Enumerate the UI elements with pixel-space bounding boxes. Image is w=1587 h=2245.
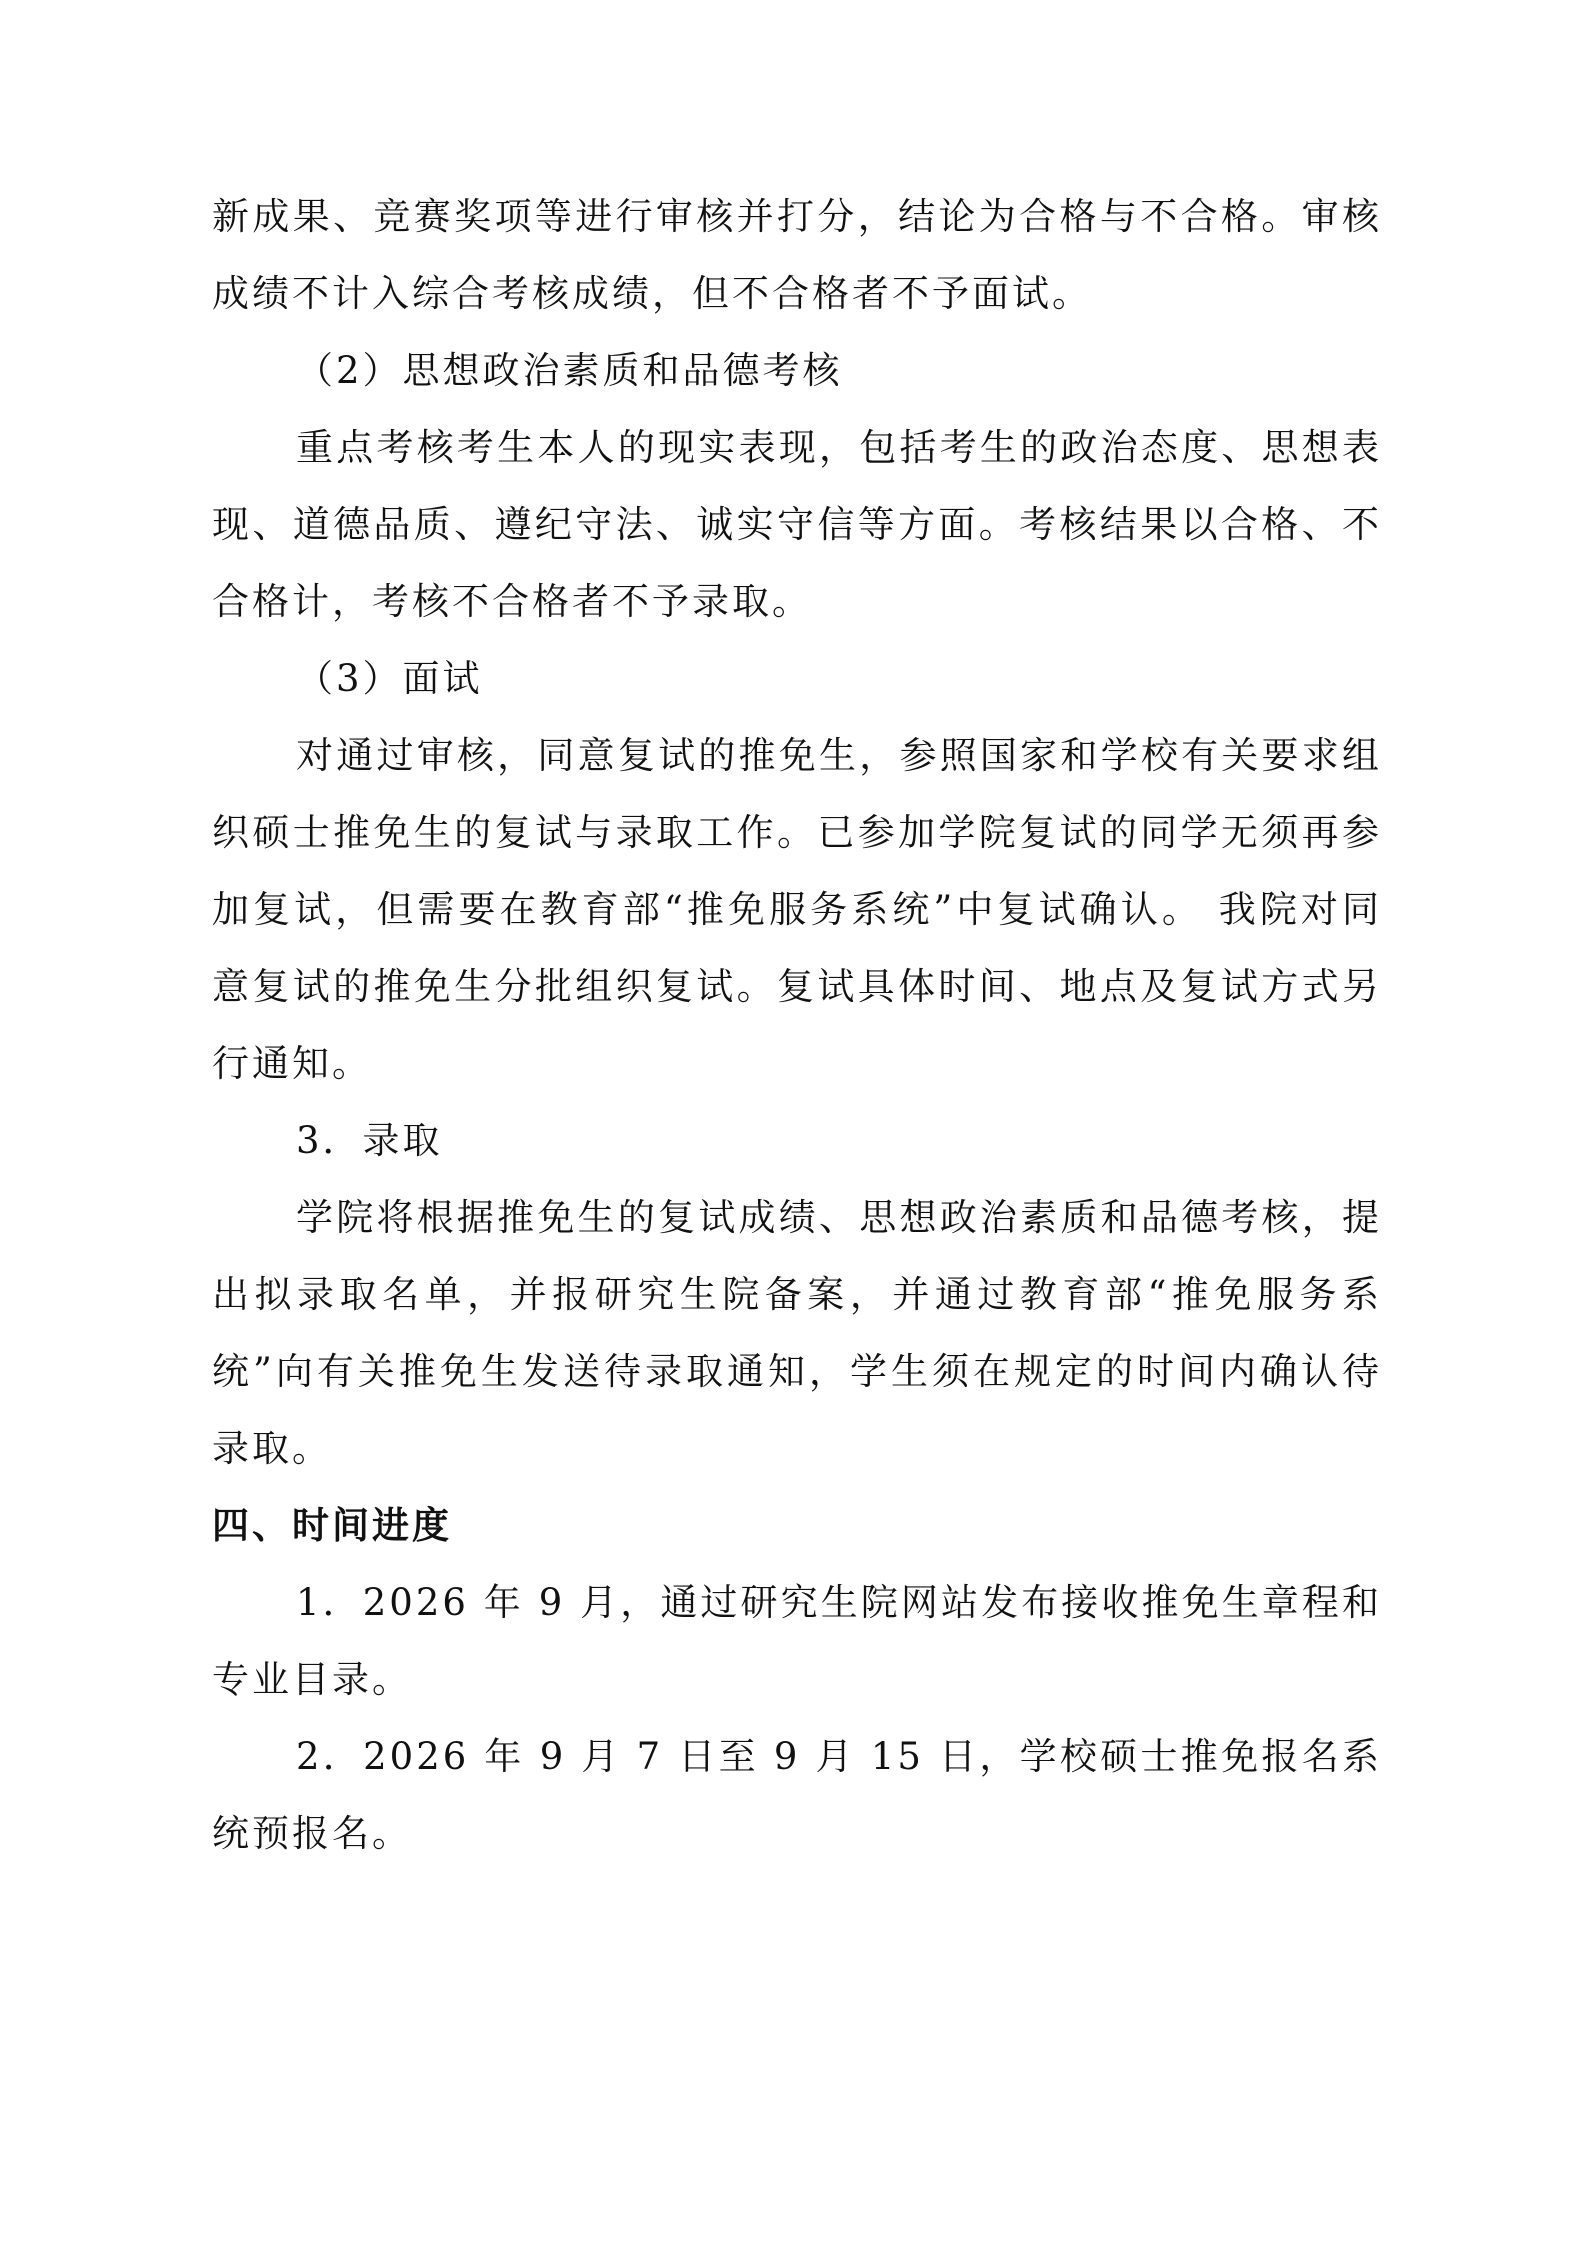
paragraph-interview: 对通过审核，同意复试的推免生，参照国家和学校有关要求组织硕士推免生的复试与录取工作。已参加学院复试的同学无须再参加复试，但需要在教育部“推免服务系统”中复试确认。 我院对同意复试的推免生分批组织复试。复试具体时间、地点及复试方式另行通知。 bbox=[212, 734, 1382, 1085]
document-body bbox=[212, 178, 1382, 1872]
paragraph-admission: 学院将根据推免生的复试成绩、思想政治素质和品德考核，提出拟录取名单，并报研究生院备案，并通过教育部“推免服务系统”向有关推免生发送待录取通知，学生须在规定的时间内确认待录取。 bbox=[212, 1196, 1382, 1470]
paragraph-political-assessment: 重点考核考生本人的现实表现，包括考生的政治态度、思想表现、道德品质、遵纪守法、诚实守信等方面。考核结果以合格、不合格计，考核不合格者不予录取。 bbox=[212, 426, 1382, 623]
schedule-item-2: 2．2026 年 9 月 7 日至 9 月 15 日，学校硕士推免报名系统预报名。 bbox=[212, 1735, 1382, 1855]
subheading-political-assessment: （2）思想政治素质和品德考核 bbox=[296, 349, 843, 392]
subheading-admission: 3．录取 bbox=[296, 1119, 443, 1162]
schedule-item-1: 1．2026 年 9 月，通过研究生院网站发布接收推免生章程和专业目录。 bbox=[212, 1581, 1382, 1701]
section-heading-schedule: 四、时间进度 bbox=[212, 1503, 452, 1547]
paragraph-review-result: 新成果、竞赛奖项等进行审核并打分，结论为合格与不合格。审核成绩不计入综合考核成绩，但不合格者不予面试。 bbox=[212, 195, 1382, 315]
subheading-interview: （3）面试 bbox=[296, 657, 483, 700]
